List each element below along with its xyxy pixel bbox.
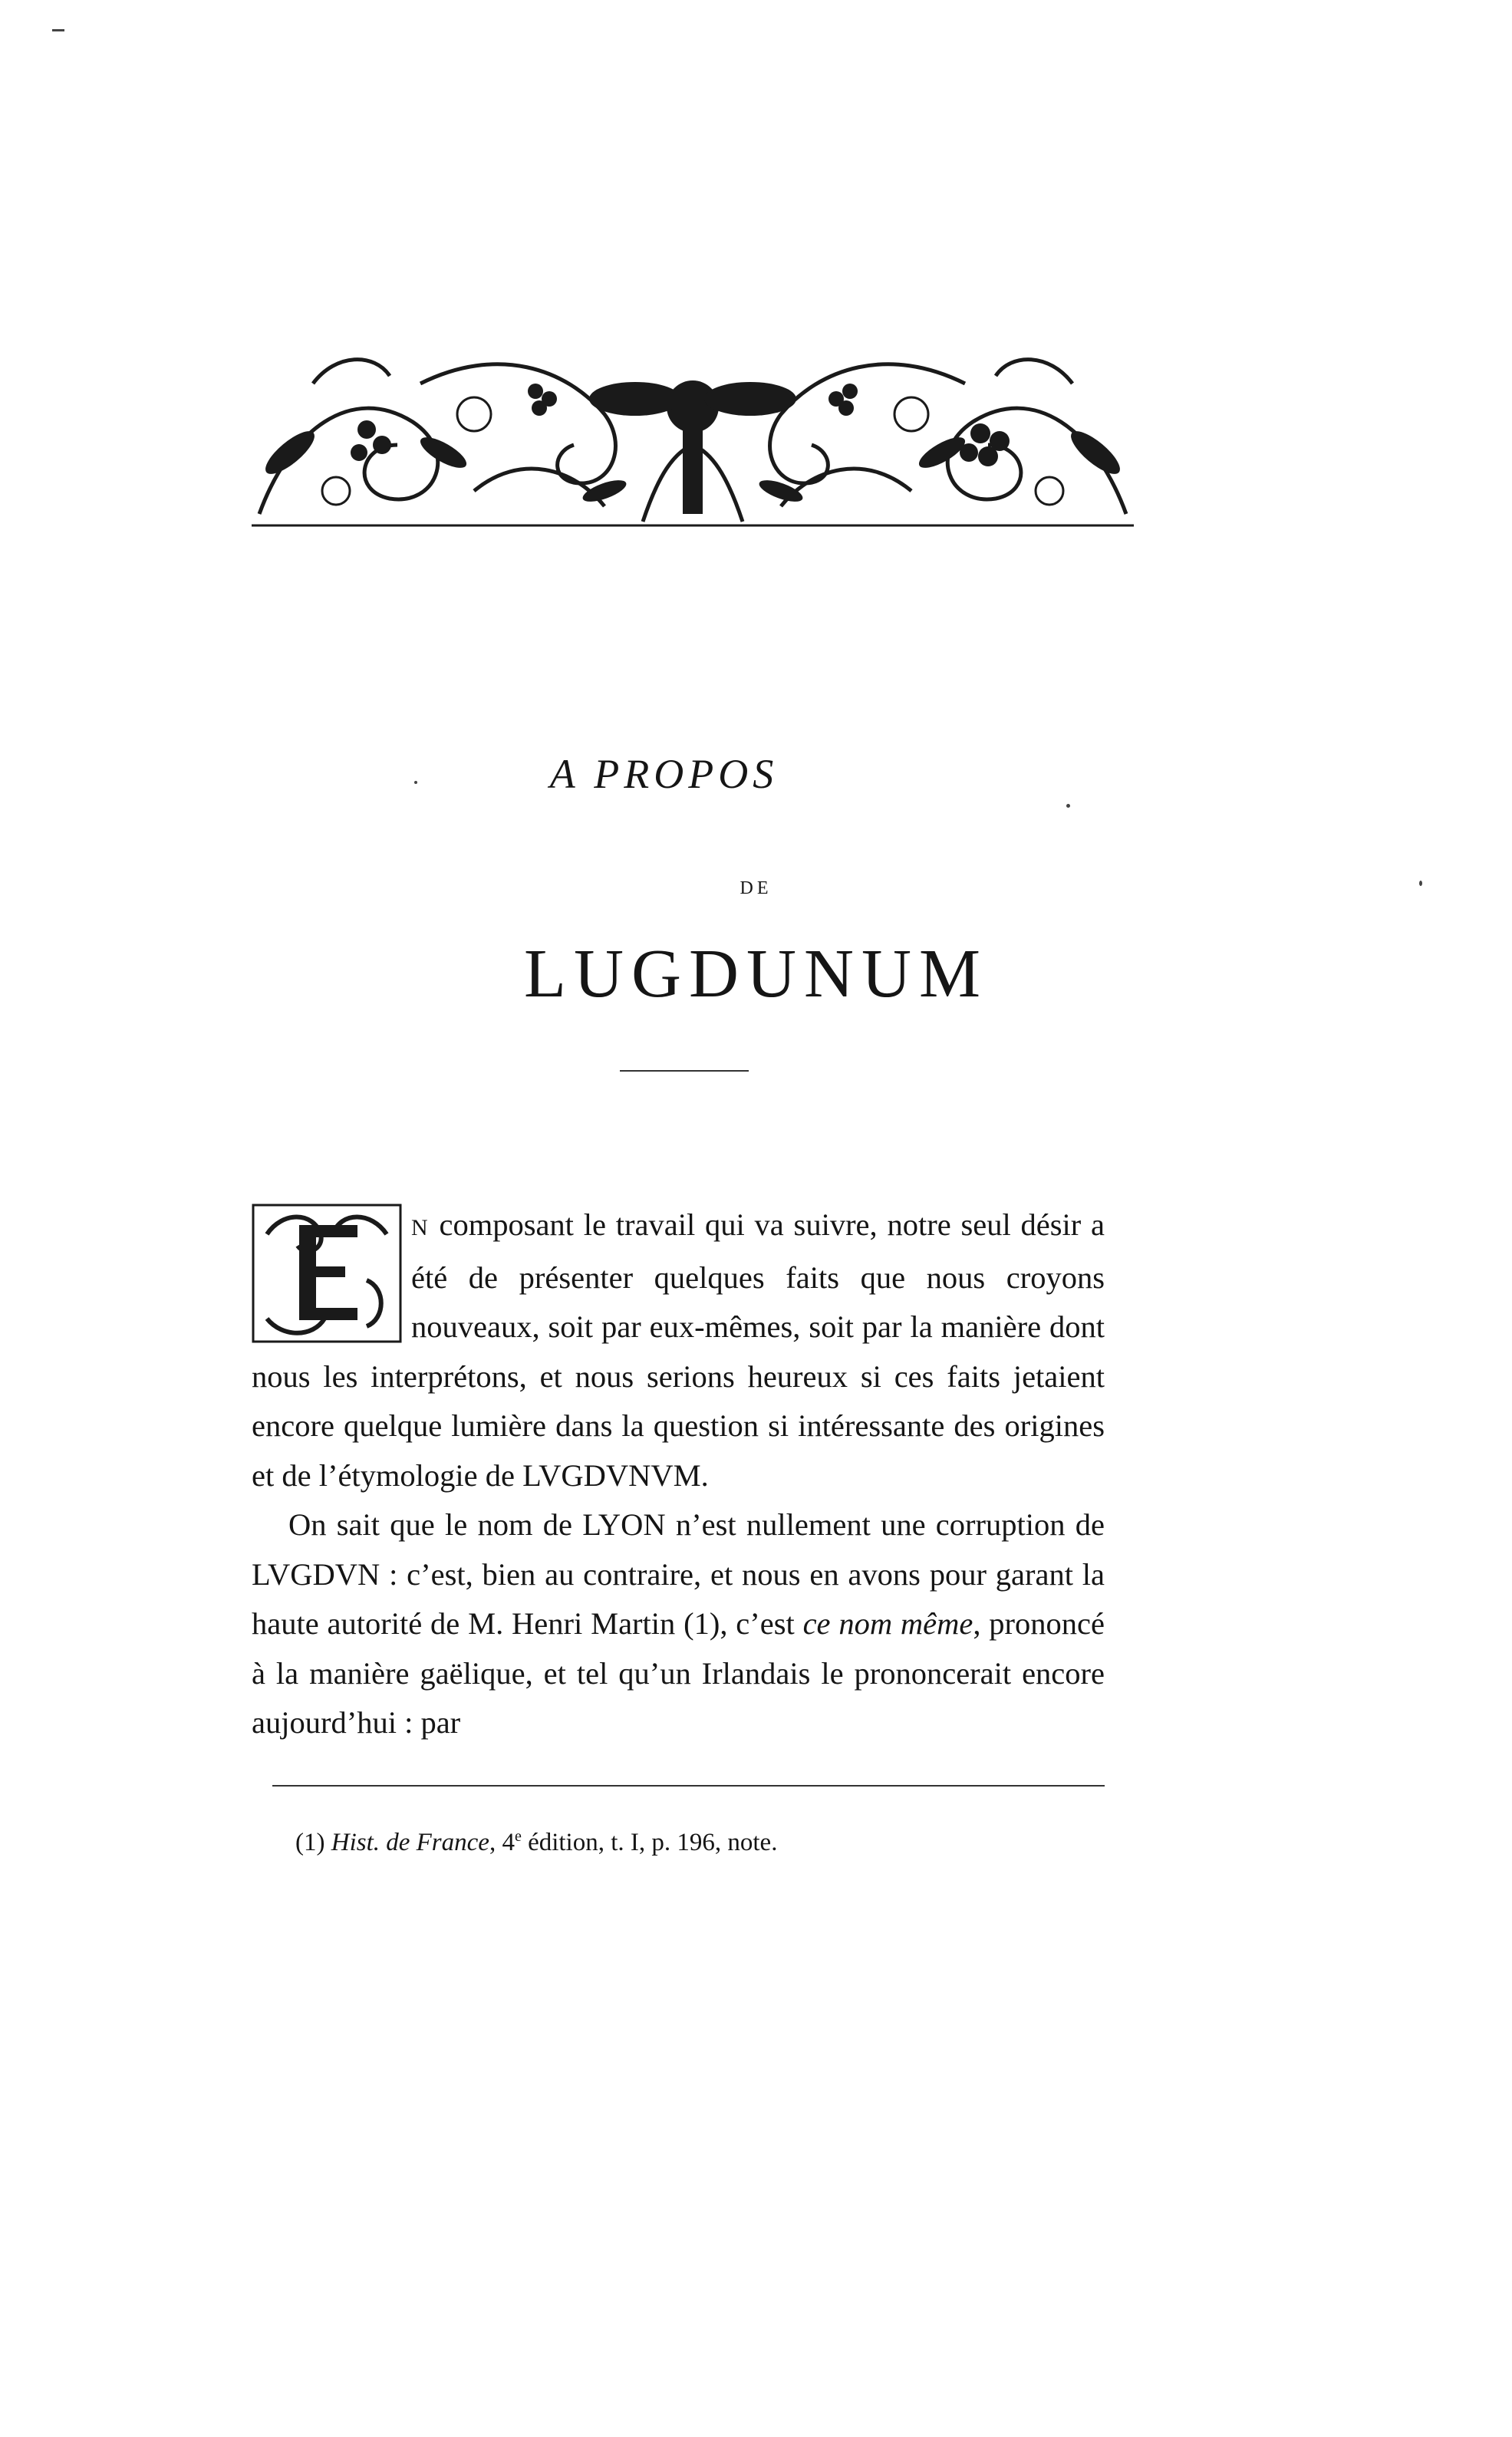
title-line-a-propos: A PROPOS <box>549 751 779 797</box>
footnote-italic: Hist. de France <box>331 1829 489 1856</box>
footnote-comma: , 4 <box>489 1829 515 1856</box>
paragraph-2-text-a: On sait que le nom de LYON n’est nullement une corruption de LVGDVN : c’est, bien au contraire, et nous en avons pour garant la haute autorité de M. Henri Martin (1), c’est <box>252 1507 1105 1641</box>
title-divider <box>620 1070 749 1072</box>
paragraph-1-first-letters: N <box>411 1215 430 1240</box>
paragraph-2 <box>252 1500 1105 1748</box>
footnote-superscript: e <box>514 1828 522 1845</box>
ornamental-initial-e-icon <box>252 1204 402 1343</box>
paragraph-2-text-b: , prononcé à la manière gaëlique, et tel qu’un Irlandais le prononcerait encore aujourd’hui : par <box>252 1606 1105 1740</box>
scan-speck <box>414 781 417 784</box>
page-title: LUGDUNUM <box>524 936 988 1012</box>
dropcap <box>252 1204 402 1343</box>
paragraph-1 <box>252 1200 1105 1500</box>
title-line-de: DE <box>740 878 772 898</box>
foliate-headpiece-icon <box>244 338 1141 533</box>
body-text <box>252 1200 1105 1748</box>
footnote-divider <box>272 1785 1105 1787</box>
scan-speck <box>1419 881 1422 886</box>
decorative-headpiece <box>244 338 1141 533</box>
scan-speck <box>1066 804 1070 808</box>
paragraph-2-italic: ce nom même <box>802 1606 973 1641</box>
paragraph-1-text: composant le travail qui va suivre, notre seul désir a été de présenter quelques faits que nous croyons nouveaux, soit par eux-mêmes, soit par la manière dont nous les interprétons, et nous serions heureux si ces faits jetaient encore quelque lumière dans la question si intéressante des origines et de l’étymologie de LVGDVNVM. <box>252 1207 1105 1493</box>
footnote-text: édition, t. I, p. 196, note. <box>521 1829 778 1856</box>
dropcap-letter: E <box>321 1282 333 1302</box>
footnote <box>295 1820 1101 1859</box>
scan-speck <box>52 29 64 31</box>
footnote-marker: (1) <box>295 1829 331 1856</box>
